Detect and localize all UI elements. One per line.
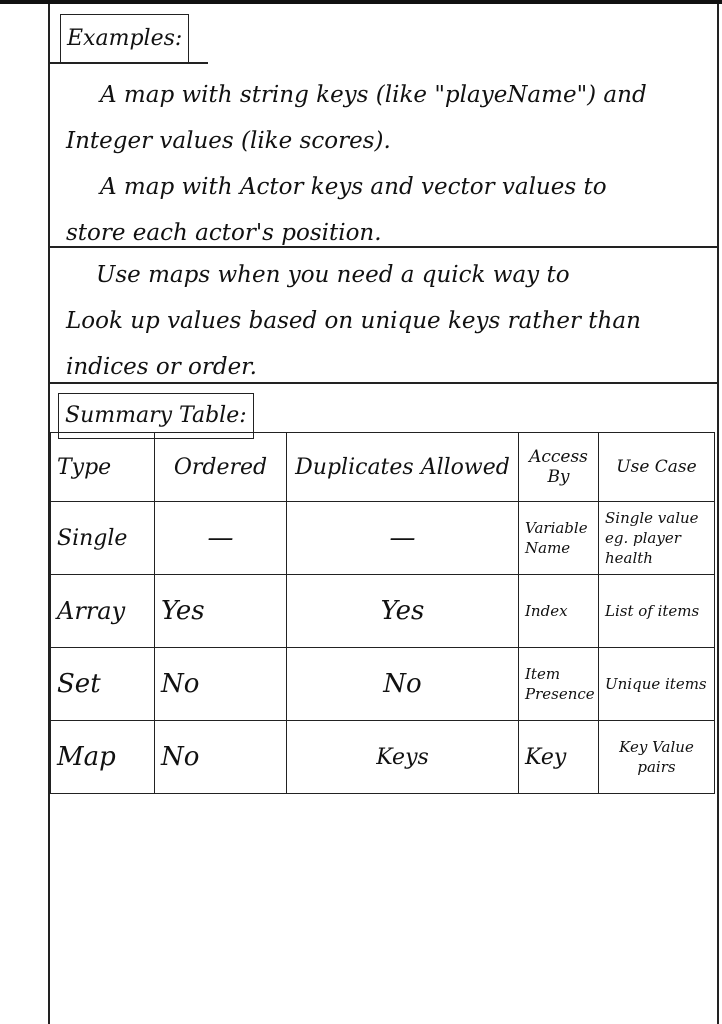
row-set-use-case: Unique items xyxy=(599,648,715,721)
row-map-type: Map xyxy=(51,721,155,794)
row-map-access: Key xyxy=(519,721,599,794)
row-set-ordered: No xyxy=(155,648,287,721)
row-single-use-case: Single value eg. player health xyxy=(599,502,715,575)
example-1-line-1: A map with string keys (like "playeName") and xyxy=(100,82,647,108)
header-use-case: Use Case xyxy=(599,433,715,502)
row-map-duplicates: Keys xyxy=(287,721,519,794)
table-row xyxy=(51,721,715,794)
header-access-by: Access By xyxy=(519,433,599,502)
row-single-duplicates: — xyxy=(287,502,519,575)
row-array-use-case: List of items xyxy=(599,575,715,648)
right-margin-line xyxy=(717,4,719,1024)
example-2-line-1: A map with Actor keys and vector values to xyxy=(100,174,607,200)
row-single-ordered: — xyxy=(155,502,287,575)
page-top-edge xyxy=(0,0,722,4)
example-1-line-2: Integer values (like scores). xyxy=(66,128,391,154)
example-1 xyxy=(66,72,647,164)
row-map-use-case: Key Value pairs xyxy=(599,721,715,794)
usage-note-line-2: Look up values based on unique keys rather than xyxy=(66,308,641,334)
table-row xyxy=(51,575,715,648)
table-row xyxy=(51,648,715,721)
usage-note xyxy=(66,252,641,390)
row-single-access: Variable Name xyxy=(519,502,599,575)
summary-table-label: Summary Table: xyxy=(58,393,254,439)
examples-label: Examples: xyxy=(60,14,189,64)
example-2 xyxy=(66,164,607,256)
usage-note-line-1: Use maps when you need a quick way to xyxy=(96,262,570,288)
row-set-access: Item Presence xyxy=(519,648,599,721)
row-array-ordered: Yes xyxy=(155,575,287,648)
row-array-type: Array xyxy=(51,575,155,648)
summary-table xyxy=(50,432,715,794)
table-header-row xyxy=(51,433,715,502)
example-2-line-2: store each actor's position. xyxy=(66,220,382,246)
row-single-type: Single xyxy=(51,502,155,575)
header-type: Type xyxy=(51,433,155,502)
header-duplicates: Duplicates Allowed xyxy=(287,433,519,502)
row-set-duplicates: No xyxy=(287,648,519,721)
row-array-duplicates: Yes xyxy=(287,575,519,648)
row-map-ordered: No xyxy=(155,721,287,794)
header-ordered: Ordered xyxy=(155,433,287,502)
row-array-access: Index xyxy=(519,575,599,648)
row-set-type: Set xyxy=(51,648,155,721)
usage-note-line-3: indices or order. xyxy=(66,354,257,380)
table-row xyxy=(51,502,715,575)
